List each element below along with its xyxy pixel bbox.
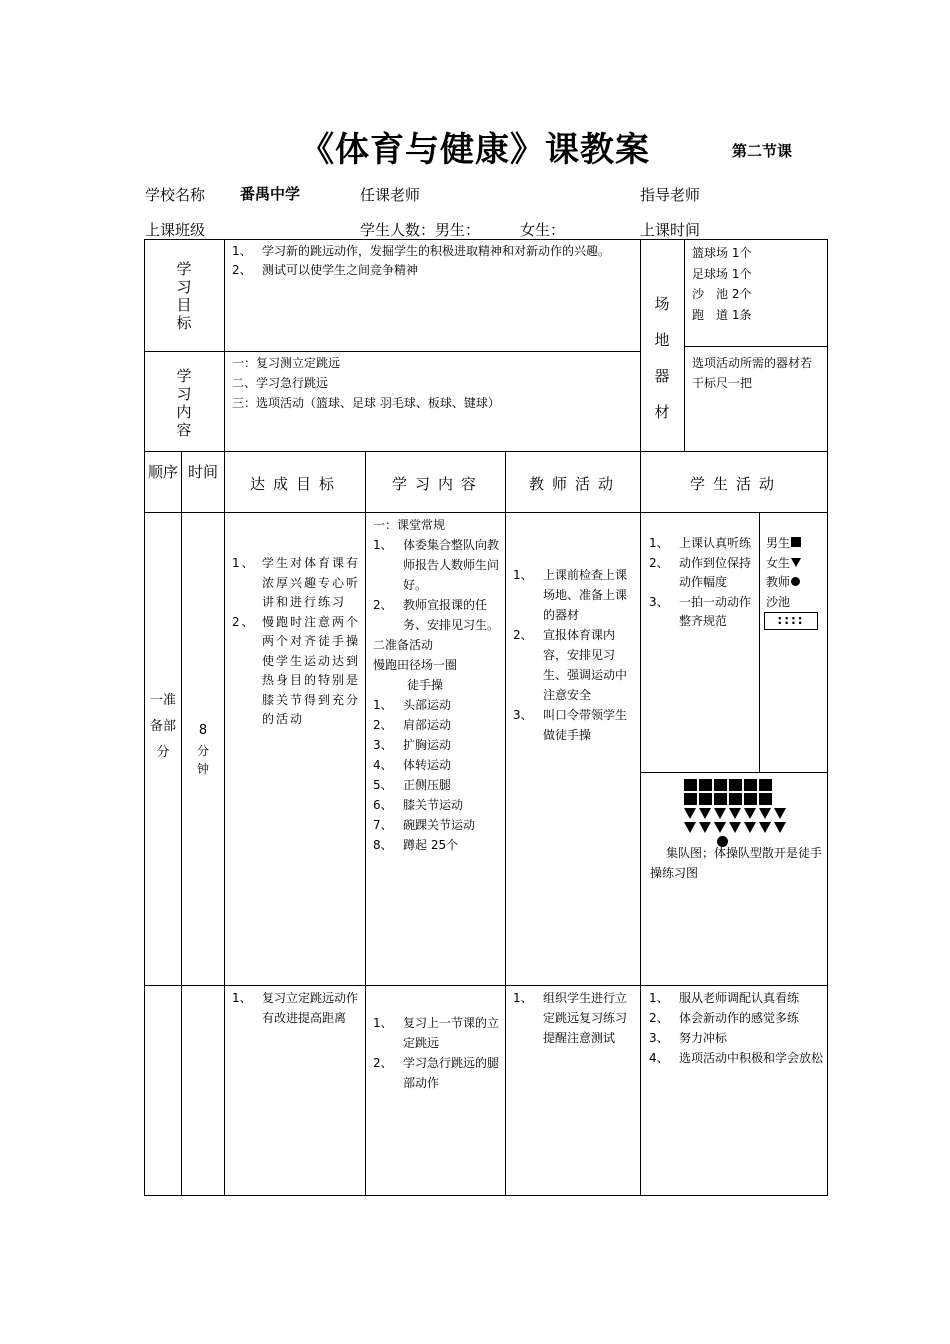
list-item bbox=[373, 735, 501, 755]
item-number: 1、 bbox=[649, 991, 669, 1005]
header-teacher: 教师活动 bbox=[528, 475, 621, 493]
list-item bbox=[232, 988, 360, 1028]
students-label: 学生人数：男生： bbox=[360, 221, 481, 239]
content-list bbox=[232, 353, 636, 413]
item-text: 叫口令带领学生做徒手操 bbox=[543, 708, 628, 742]
item-number: 1、 bbox=[232, 244, 252, 258]
item-text: 复习上一节课的立定跳远 bbox=[403, 1016, 500, 1050]
legend bbox=[766, 534, 826, 630]
teacher-label: 任课老师 bbox=[360, 186, 421, 204]
section1-time-num: 8 bbox=[198, 723, 208, 738]
header-time: 时间 bbox=[187, 463, 218, 481]
item-number: 8、 bbox=[373, 838, 393, 852]
item-text: 慢跑时注意两个两个对齐徒手操使学生运动达到热身目的特别是膝关节得到充分的活动 bbox=[262, 614, 361, 726]
learning-mid3: 徒手操 bbox=[407, 678, 444, 692]
item-number: 6、 bbox=[373, 798, 393, 812]
header-learning: 学习内容 bbox=[391, 475, 484, 493]
list-item bbox=[649, 1008, 825, 1028]
square-icon bbox=[791, 537, 801, 547]
item-text: 组织学生进行立定跳远复习练习提醒注意测试 bbox=[543, 991, 628, 1045]
item-number: 1、 bbox=[232, 556, 256, 570]
header-goals: 达成目标 bbox=[249, 475, 342, 493]
school-label: 学校名称 bbox=[145, 186, 206, 204]
list-item bbox=[232, 554, 360, 613]
item-text: 宣报体育课内容，安排见习生、强调运动中注意安全 bbox=[543, 628, 628, 702]
objectives-list bbox=[232, 242, 636, 280]
formation-caption: 集队图；体操队型散开是徒手操练习图 bbox=[650, 846, 823, 880]
class-label: 上课班级 bbox=[145, 221, 206, 239]
learning-mid2: 慢跑田径场一圈 bbox=[373, 658, 458, 672]
header-order: 顺序 bbox=[148, 463, 179, 481]
learning-head: 一：课堂常规 bbox=[373, 518, 446, 532]
item-text: 蹲起 25个 bbox=[403, 838, 459, 852]
list-item bbox=[373, 1013, 501, 1053]
item-number: 3、 bbox=[649, 594, 669, 609]
item-text: 肩部运动 bbox=[403, 718, 452, 732]
item-text: 选项活动中积极和学会放松 bbox=[679, 1051, 824, 1065]
item-text: 学习急行跳远的腿部动作 bbox=[403, 1056, 500, 1090]
item-number: 2、 bbox=[513, 628, 533, 642]
section2-teacher bbox=[513, 988, 637, 1048]
item-number: 3、 bbox=[649, 1031, 669, 1045]
list-item bbox=[649, 593, 757, 632]
item-text: 扩胸运动 bbox=[403, 738, 452, 752]
item-number: 2、 bbox=[373, 598, 393, 612]
item-number: 1、 bbox=[373, 698, 393, 712]
content-label: 学习内容 bbox=[176, 367, 192, 439]
list-item bbox=[649, 988, 825, 1008]
venue-list bbox=[692, 243, 822, 325]
section1-name: 一准备部分 bbox=[150, 693, 177, 760]
item-text: 体会新动作的感觉多练 bbox=[679, 1011, 800, 1025]
item-number: 1、 bbox=[232, 991, 252, 1005]
text-line: 篮球场 1个 bbox=[692, 246, 752, 260]
equipment-text: 选项活动所需的器材若干标尺一把 bbox=[692, 356, 813, 390]
circle-icon bbox=[791, 577, 800, 586]
list-item bbox=[373, 535, 501, 595]
section1-time-unit: 分钟 bbox=[196, 744, 209, 776]
section2-student bbox=[649, 988, 825, 1068]
text-line: 沙 池 2个 bbox=[692, 287, 752, 301]
section1-learning bbox=[373, 515, 501, 855]
list-item bbox=[373, 695, 501, 715]
item-text: 努力冲标 bbox=[679, 1031, 728, 1045]
list-item bbox=[373, 795, 501, 815]
female-student-icon bbox=[699, 822, 711, 833]
advisor-label: 指导老师 bbox=[640, 186, 701, 204]
section2-goals bbox=[232, 988, 360, 1028]
list-item bbox=[373, 1053, 501, 1093]
learning-mid1: 二准备活动 bbox=[373, 638, 434, 652]
item-number: 4、 bbox=[649, 1051, 669, 1065]
section1-student bbox=[649, 534, 757, 632]
item-number: 2、 bbox=[232, 263, 252, 277]
item-text: 教师宣报课的任务、安排见习生。 bbox=[403, 598, 500, 632]
list-item bbox=[232, 242, 636, 261]
formation-diagram bbox=[684, 776, 784, 846]
item-text: 头部运动 bbox=[403, 698, 452, 712]
item-text: 学习新的跳远动作，发掘学生的积极进取精神和对新动作的兴趣。 bbox=[262, 244, 611, 258]
school-value: 番禺中学 bbox=[240, 185, 301, 203]
text-line: 一：复习测立定跳远 bbox=[232, 356, 341, 370]
item-text: 碗踝关节运动 bbox=[403, 818, 476, 832]
item-text: 体转运动 bbox=[403, 758, 452, 772]
legend-teacher: 教师 bbox=[766, 573, 826, 593]
item-text: 测试可以使学生之间竞争精神 bbox=[262, 263, 419, 277]
item-number: 2、 bbox=[373, 1056, 393, 1070]
list-item bbox=[649, 554, 757, 593]
item-number: 3、 bbox=[513, 708, 533, 722]
item-number: 1、 bbox=[373, 1016, 393, 1030]
list-item bbox=[373, 835, 501, 855]
text-line: 二、学习急行跳远 bbox=[232, 376, 329, 390]
list-item bbox=[513, 988, 637, 1048]
list-item bbox=[649, 1028, 825, 1048]
list-item bbox=[232, 261, 636, 280]
list-item bbox=[513, 625, 637, 705]
legend-male: 男生 bbox=[766, 534, 826, 554]
item-text: 复习立定跳远动作有改进提高距离 bbox=[262, 991, 359, 1025]
section2-learning bbox=[373, 1013, 501, 1093]
list-item bbox=[232, 613, 360, 730]
text-line: 足球场 1个 bbox=[692, 266, 752, 281]
item-number: 2、 bbox=[373, 718, 393, 732]
list-item bbox=[373, 815, 501, 835]
section1-goals bbox=[232, 554, 360, 730]
list-item bbox=[373, 715, 501, 735]
list-item bbox=[649, 1048, 825, 1068]
legend-sand: 沙池 bbox=[766, 594, 791, 609]
item-text: 上课前检查上课场地、准备上课的器材 bbox=[543, 568, 628, 622]
triangle-icon bbox=[791, 558, 801, 567]
item-number: 1、 bbox=[649, 536, 669, 550]
header-student: 学生活动 bbox=[689, 475, 782, 493]
female-student-icon bbox=[774, 822, 786, 833]
item-number: 2、 bbox=[649, 555, 669, 570]
female-student-icon bbox=[759, 822, 771, 833]
text-line: 三：选项活动（篮球、足球 羽毛球、板球、键球） bbox=[232, 396, 500, 410]
item-text: 体委集合整队向教师报告人数师生问好。 bbox=[403, 538, 500, 592]
list-item bbox=[649, 534, 757, 554]
page-title: 《体育与健康》课教案 bbox=[300, 130, 650, 170]
item-text: 正侧压腿 bbox=[403, 778, 452, 792]
female-student-icon bbox=[729, 822, 741, 833]
sandpit-icon: :::: bbox=[764, 612, 818, 630]
item-text: 膝关节运动 bbox=[403, 798, 464, 812]
list-item bbox=[373, 595, 501, 635]
lesson-number: 第二节课 bbox=[732, 142, 793, 160]
item-number: 1、 bbox=[513, 568, 533, 582]
item-number: 1、 bbox=[373, 538, 393, 552]
female-student-icon bbox=[684, 822, 696, 833]
list-item bbox=[513, 705, 637, 745]
objectives-label: 学习目标 bbox=[176, 260, 192, 332]
venue-label: 场地器材 bbox=[654, 295, 670, 421]
list-item bbox=[373, 775, 501, 795]
time-label: 上课时间 bbox=[640, 221, 701, 239]
item-text: 学生对体育课有浓厚兴趣专心听讲和进行练习 bbox=[262, 556, 361, 609]
legend-female: 女生 bbox=[766, 554, 826, 574]
item-number: 4、 bbox=[373, 758, 393, 772]
female-student-icon bbox=[744, 822, 756, 833]
item-text: 一拍一动动作整齐规范 bbox=[679, 594, 752, 628]
item-number: 7、 bbox=[373, 818, 393, 832]
list-item bbox=[513, 565, 637, 625]
item-number: 1、 bbox=[513, 991, 533, 1005]
item-text: 上课认真听练 bbox=[679, 536, 752, 550]
list-item bbox=[373, 755, 501, 775]
item-number: 2、 bbox=[232, 614, 256, 629]
item-number: 5、 bbox=[373, 778, 393, 792]
female-label: 女生： bbox=[520, 221, 566, 239]
item-number: 2、 bbox=[649, 1011, 669, 1025]
item-text: 服从老师调配认真看练 bbox=[679, 991, 800, 1005]
item-number: 3、 bbox=[373, 738, 393, 752]
section1-teacher bbox=[513, 565, 637, 745]
text-line: 跑 道 1条 bbox=[692, 307, 752, 322]
item-text: 动作到位保持动作幅度 bbox=[679, 555, 752, 589]
